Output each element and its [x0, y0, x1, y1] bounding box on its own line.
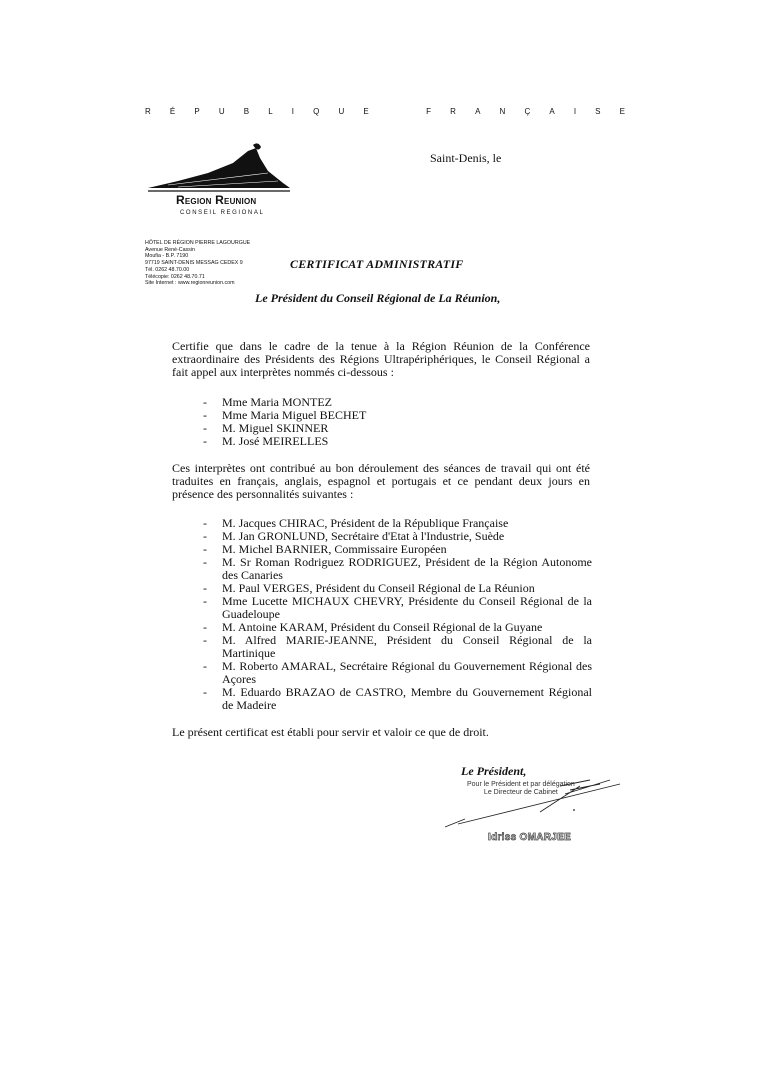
paragraph-presence: Ces interprètes ont contribué au bon déroulement des séances de travail qui ont été traduites en français, anglais, espagnol et portugais et ce pendant deux jours en présence des personnalités suivantes :: [172, 461, 590, 501]
address-line: Moufia - B.P. 7190: [145, 253, 189, 260]
header-letter: N: [499, 107, 506, 116]
list-item-text: Mme Lucette MICHAUX CHEVRY, Présidente du Conseil Régional de la Guadeloupe: [222, 594, 592, 621]
list-item-text: Mme Maria Miguel BECHET: [222, 408, 367, 422]
header-letter: A: [475, 107, 481, 116]
dash-bullet: -: [203, 659, 207, 673]
list-item-text: M. Jacques CHIRAC, Président de la République Française: [222, 516, 509, 530]
dash-bullet: -: [203, 620, 207, 634]
republique-francaise-header: [145, 107, 625, 116]
logo-title: Region Reunion: [176, 193, 257, 207]
list-item-text: M. Alfred MARIE-JEANNE, Président du Conseil Régional de la Martinique: [222, 633, 592, 660]
address-line: 97719 SAINT-DENIS MESSAG CEDEX 9: [145, 260, 243, 267]
header-letter: A: [549, 107, 555, 116]
header-letter: R: [450, 107, 456, 116]
address-line: Tél. 0262 48.70.00: [145, 266, 190, 273]
list-item-text: M. Roberto AMARAL, Secrétaire Régional du Gouvernement Régional des Açores: [222, 659, 592, 686]
header-letter: P: [194, 107, 200, 116]
header-letter: U: [218, 107, 225, 116]
dash-bullet: -: [203, 685, 207, 699]
header-letter: B: [243, 107, 250, 116]
document-title: CERTIFICAT ADMINISTRATIF: [290, 257, 464, 271]
dash-bullet: -: [203, 408, 207, 422]
delegation-line: Le Directeur de Cabinet: [483, 789, 558, 796]
list-item: [203, 686, 592, 712]
header-letter: U: [338, 107, 345, 116]
header-letter: Ç: [524, 107, 531, 116]
header-letter: E: [619, 107, 625, 116]
list-item: [203, 660, 592, 686]
signature-role: Le Président,: [461, 764, 527, 778]
header-letter: E: [363, 107, 369, 116]
dash-bullet: -: [203, 434, 207, 448]
list-item: [203, 556, 592, 582]
paragraph-intro: Certifie que dans le cadre de la tenue à la Région Réunion de la Conférence extraordinaire des Présidents des Régions Ultrapériphériques, le Conseil Régional a fait appel aux interprètes nommés ci-dessous :: [172, 339, 590, 379]
logo-subtitle: CONSEIL REGIONAL: [180, 210, 265, 216]
dash-bullet: -: [203, 542, 207, 556]
signature-block: [172, 764, 592, 874]
header-letter: F: [426, 107, 432, 116]
closing-paragraph: Le présent certificat est établi pour servir et valoir ce que de droit.: [172, 725, 489, 739]
list-item-text: M. Miguel SKINNER: [222, 421, 329, 435]
dash-bullet: -: [203, 529, 207, 543]
list-item-text: M. Sr Roman Rodriguez RODRIGUEZ, Président de la Région Autonome des Canaries: [222, 555, 592, 582]
interpreters-list: [203, 396, 592, 448]
signatory-name: Idriss OMARJEE: [488, 832, 572, 843]
list-item-text: M. Michel BARNIER, Commissaire Européen: [222, 542, 447, 556]
list-item: [203, 435, 592, 448]
dash-bullet: -: [203, 421, 207, 435]
certificate-body: [172, 340, 592, 874]
place-date: Saint-Denis, le: [430, 151, 502, 165]
header-letter: S: [595, 107, 601, 116]
header-letter: R: [145, 107, 151, 116]
address-line: Télécopie: 0262 48.70.71: [145, 273, 205, 280]
header-letter: Q: [313, 107, 320, 116]
dash-bullet: -: [203, 633, 207, 647]
header-letter: L: [268, 107, 273, 116]
list-item: [203, 595, 592, 621]
header-letter: I: [573, 107, 577, 116]
list-item-text: M. José MEIRELLES: [222, 434, 329, 448]
dash-bullet: -: [203, 395, 207, 409]
personalities-list: [203, 517, 592, 712]
dash-bullet: -: [203, 594, 207, 608]
list-item-text: M. Eduardo BRAZAO de CASTRO, Membre du Gouvernement Régional de Madeire: [222, 685, 592, 712]
address-line: Site Internet : www.regionreunion.com: [145, 280, 235, 287]
delegation-line: Pour le Président et par délégation: [467, 781, 575, 788]
list-item-text: M. Paul VERGES, Président du Conseil Régional de La Réunion: [222, 581, 535, 595]
address-line: Avenue René-Cassin: [145, 246, 195, 253]
list-item-text: Mme Maria MONTEZ: [222, 395, 332, 409]
delegation-text: [467, 781, 575, 797]
header-letter: I: [291, 107, 295, 116]
dash-bullet: -: [203, 555, 207, 569]
list-item-text: M. Jan GRONLUND, Secrétaire d'Etat à l'Industrie, Suède: [222, 529, 505, 543]
address-line: HÔTEL DE RÉGION PIERRE LAGOURGUE: [145, 240, 251, 246]
address-block: [145, 240, 250, 287]
issuer-line: Le Président du Conseil Régional de La Réunion,: [255, 291, 501, 305]
list-item: [203, 634, 592, 660]
header-letter: É: [169, 107, 176, 116]
dash-bullet: -: [203, 516, 207, 530]
list-item-text: M. Antoine KARAM, Président du Conseil Régional de la Guyane: [222, 620, 543, 634]
dash-bullet: -: [203, 581, 207, 595]
